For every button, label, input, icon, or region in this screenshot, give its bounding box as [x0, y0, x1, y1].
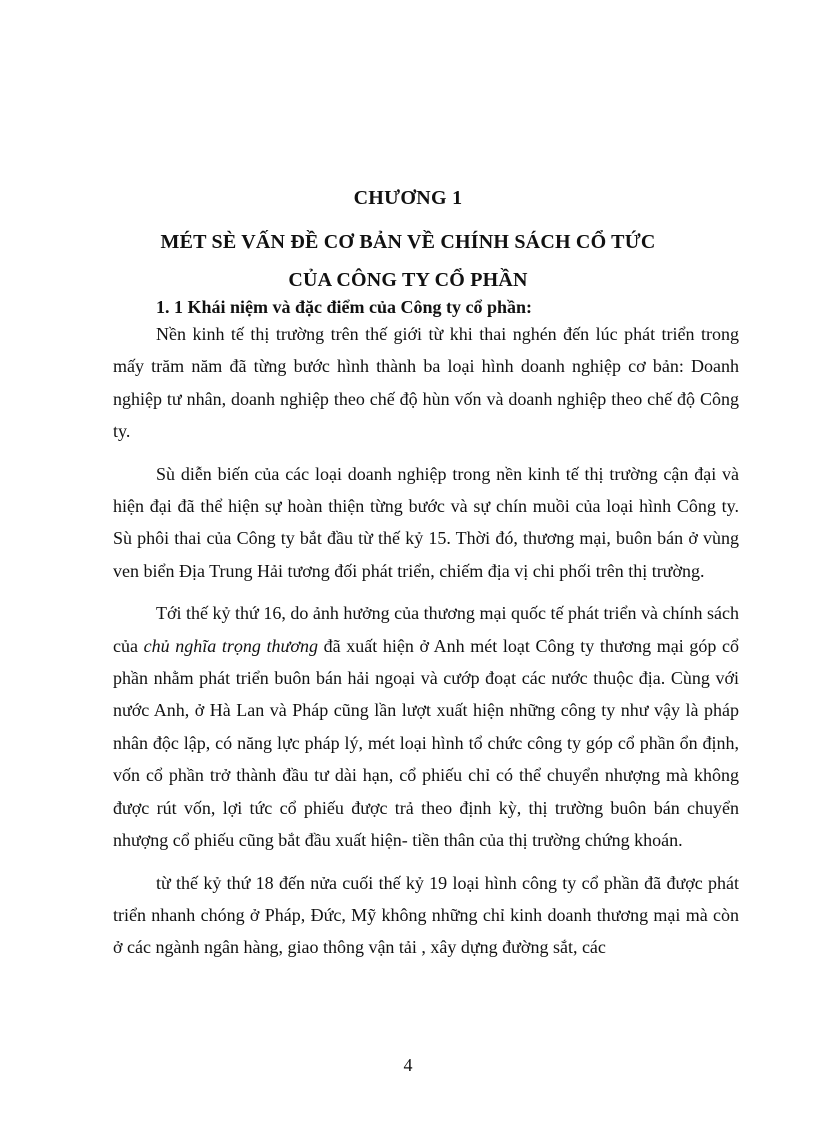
paragraph-3	[113, 597, 739, 856]
chapter-label: CHƯƠNG 1	[353, 187, 463, 209]
page-number: 4	[403, 1055, 413, 1075]
paragraph-2: Sù diễn biến của các loại doanh nghiệp trong nền kinh tế thị trường cận đại và hiện đại đã thể hiện sự hoàn thiện từng bước và sự chín muồi của loại hình Công ty. Sù phôi thai của Công ty bắt đầu từ thế kỷ 15. Thời đó, thương mại, buôn bán ở vùng ven biển Địa Trung Hải tương đối phát triển, chiếm địa vị chi phối trên thị trường.	[113, 463, 739, 581]
paragraph-1: Nền kinh tế thị trường trên thế giới từ khi thai nghén đến lúc phát triển trong mấy trăm năm đã từng bước hình thành ba loại hình doanh nghiệp cơ bản: Doanh nghiệp tư nhân, doanh nghiệp theo chế độ hùn vốn và doanh nghiệp theo chế độ Công ty.	[113, 324, 739, 442]
paragraph-4: từ thế kỷ thứ 18 đến nửa cuối thế kỷ 19 loại hình công ty cổ phần đã được phát triển nhanh chóng ở Pháp, Đức, Mỹ không những chỉ kinh doanh thương mại mà còn ở các ngành ngân hàng, giao thông vận tải , xây dựng đường sắt, các	[113, 872, 739, 958]
paragraph-3-italic-term: chủ nghĩa trọng thương	[143, 635, 318, 656]
section-heading: 1. 1 Khái niệm và đặc điểm của Công ty cổ phần:	[156, 297, 533, 317]
paragraph-3-text-after: đã xuất hiện ở Anh mét loạt Công ty thương mại góp cổ phần nhằm phát triển buôn bán hải ngoại và cướp đoạt các nước thuộc địa. Cùng với nước Anh, ở Hà Lan và Pháp cũng lần lượt xuất hiện những công ty như vậy là pháp nhân độc lập, có năng lực pháp lý, mét loại hình tổ chức công ty góp cổ phần ổn định, vốn cổ phần trở thành đầu tư dài hạn, cổ phiếu chỉ có thể chuyển nhượng mà không được rút vốn, lợi tức cổ phiếu được trả theo định kỳ, thị trường buôn bán chuyển nhượng cổ phiếu cũng bắt đầu xuất hiện- tiền thân của thị trường chứng khoán.	[113, 635, 740, 851]
body-text	[113, 318, 739, 964]
paragraph-3-text-before: Tới thế kỷ thứ 16, do ảnh hưởng của thương mại quốc tế phát triển và chính sách của	[113, 603, 739, 656]
chapter-title-line-2: CỦA CÔNG TY CỔ PHẦN	[288, 269, 528, 291]
chapter-title-line-1: MÉT SÈ VẤN ĐỀ CƠ BẢN VỀ CHÍNH SÁCH CỔ TỨC	[160, 231, 656, 253]
